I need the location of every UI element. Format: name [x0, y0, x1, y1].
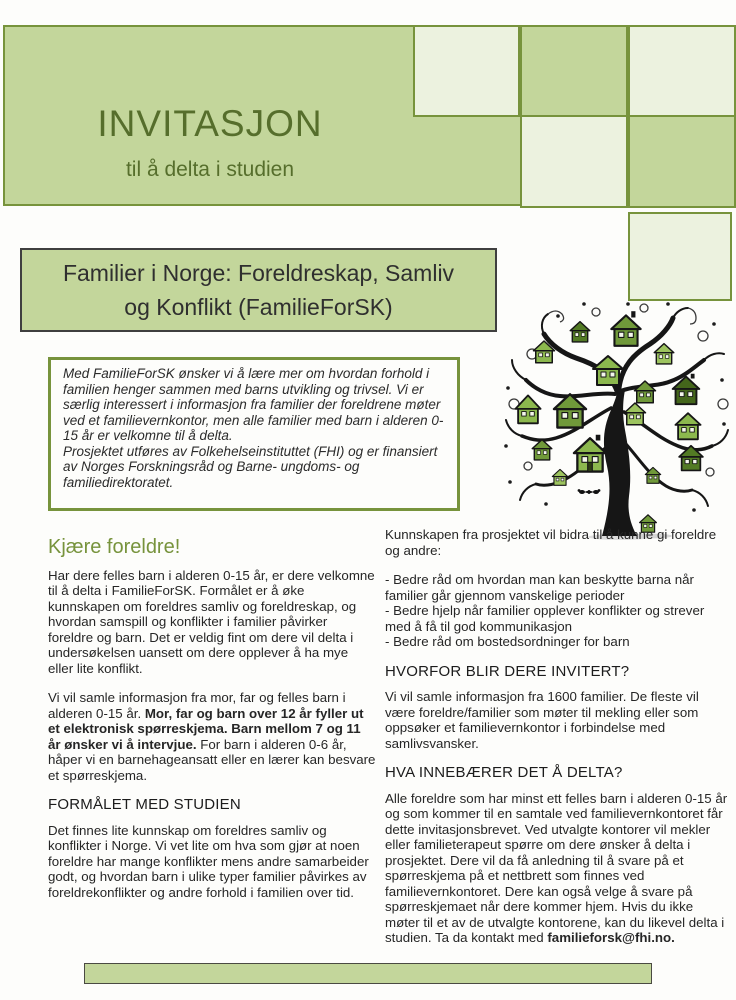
benefit-bullet-list [385, 572, 731, 650]
study-title-line1: Familier i Norge: Foreldreskap, Samliv [62, 259, 455, 286]
bottom-decor-bar [84, 963, 652, 984]
left-p2-normal-2: For barn i alderen 0-6 år, håper vi en barnehageansatt eller en lærer kan besvare et spørreskjema. [48, 736, 376, 783]
decor-grid-square [628, 115, 736, 208]
greeting-heading: Kjære foreldre! [48, 536, 181, 558]
section-heading-invitert: HVORFOR BLIR DERE INVITERT? [385, 662, 630, 680]
right-paragraph-2: Vi vil samle informasjon fra 1600 familier. De fleste vil være foreldre/familier som møter til mekling eller som oppsøker et familievernkontor i forbindelse med samlivsvansker. [385, 689, 699, 751]
bullet-item: - Bedre råd om hvordan man kan beskytte barna når familier går gjennom vanskelige perioder [385, 572, 694, 603]
left-column [48, 536, 376, 900]
page-title: INVITASJON [97, 103, 323, 144]
left-paragraph-2 [48, 690, 376, 783]
right-p3-normal: Alle foreldre som har minst ett felles barn i alderen 0-15 år og som kommer til en samtale ved familievernkontoret får dette invitasjonsbrevet. Ved utvalgte kontorer vil mekler eller familieterapeut spørre om dere ønsker å delta i prosjektet. Dere vil da få anledning til å svare på et spørreskjema på et nettbrett som finnes ved familievernkontoret. Dere kan også velge å svare på spørreskjemaet når dere kommer hjem. Hvis du ikke møter til et av de utvalgte kontorene, kan du likevel delta i studien. Ta da kontakt med [385, 790, 728, 945]
right-paragraph-1: Kunnskapen fra prosjektet vil bidra til å kunne gi foreldre og andre: [385, 527, 717, 558]
contact-email-text: familieforsk@fhi.no. [547, 930, 675, 945]
bullet-item: - Bedre råd om bostedsordninger for barn [385, 634, 630, 649]
decor-grid-square [628, 25, 736, 117]
tree-icon [498, 296, 736, 541]
section-heading-delta: HVA INNEBÆRER DET Å DELTA? [385, 764, 623, 781]
section-heading-formal: FORMÅLET MED STUDIEN [48, 796, 241, 813]
right-column [385, 527, 731, 946]
left-p2-normal-1: Vi vil samle informasjon fra mor, far og felles barn i alderen 0-15 år. [48, 690, 346, 721]
intro-text-2: Prosjektet utføres av Folkehelseinstituttet (FHI) og er finansiert av Norges Forskningsråd og Barne- ungdoms- og familiedirektoratet. [63, 443, 438, 490]
decor-grid-square [520, 115, 628, 208]
decor-grid-square [413, 25, 520, 117]
intro-box [48, 357, 460, 511]
left-p2-bold: Mor, far og barn over 12 år fyller ut et elektronisk spørreskjema. Barn mellom 7 og 11 år ønsker vi å intervjue. [48, 705, 364, 752]
left-paragraph-1: Har dere felles barn i alderen 0-15 år, er dere velkomne til å delta i FamilieForSK. Formålet er å øke kunnskapen om foreldres samliv og foreldreskap, og hvordan samspill og konflikter i familier påvirker foreldre og barn. Det er veldig fint om dere vil delta i undersøkelsen uansett om dere opplever å ha mye eller lite konflikt. [48, 567, 375, 676]
intro-text-1: Med FamilieForSK ønsker vi å lære mer om hvordan forhold i familien henger sammen med barns utvikling og trivsel. Vi er særlig interessert i informasjon fra familier der foreldrene møter ved et familievernkontor, men alle familier med barn i alderen 0-15 år er velkomne til å delta. [63, 366, 444, 443]
header-titles [45, 105, 375, 182]
right-paragraph-3 [385, 791, 731, 946]
decor-grid-square [628, 212, 732, 301]
tree-with-houses-illustration [498, 296, 736, 541]
decor-grid-square [520, 25, 628, 117]
study-title-line2: og Konflikt (FamilieForSK) [124, 294, 393, 320]
birds-icon [578, 489, 601, 494]
bullet-item: - Bedre hjelp når familier opplever konflikter og strever med å få til god kommunikasjon [385, 603, 705, 634]
page-subtitle: til å delta i studien [125, 157, 295, 181]
study-title-banner [20, 248, 497, 332]
left-paragraph-3: Det finnes lite kunnskap om foreldres samliv og konflikter i Norge. Vi vet lite om hva som gjør at noen foreldre har mange konflikter mens andre samarbeider godt, og hvordan barn i ulike typer familier påvirkes av foreldrekonflikter og andre forhold i familien over tid. [48, 822, 369, 900]
